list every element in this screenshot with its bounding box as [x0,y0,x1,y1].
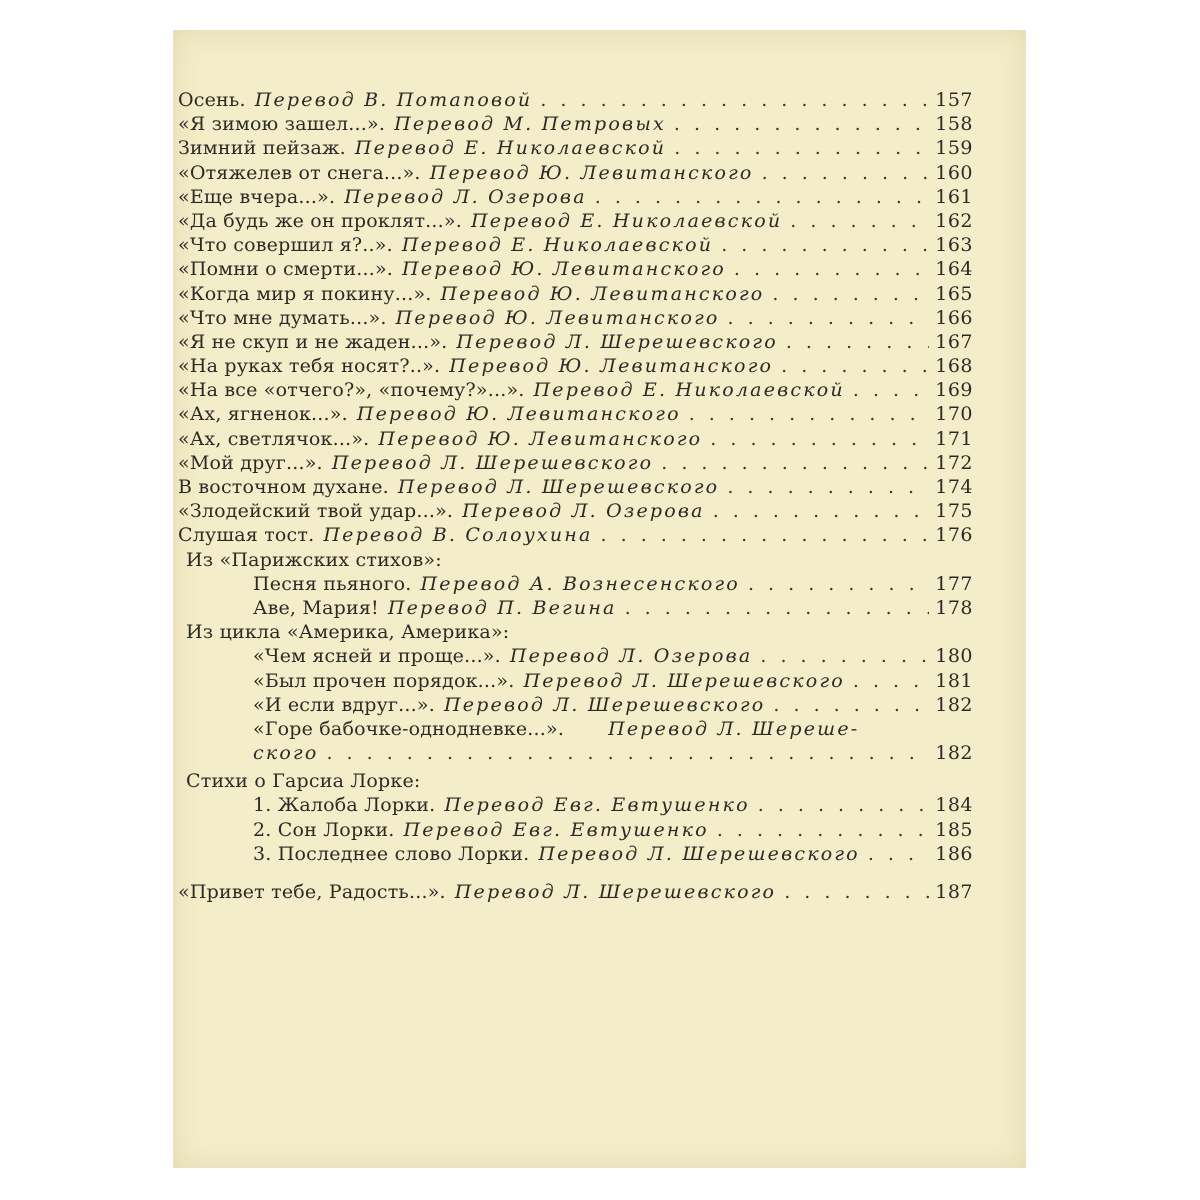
toc-entry [178,572,973,596]
toc-entry [178,402,973,426]
book-page [173,30,1026,1168]
entry-translator: Перевод Л. Озерова [344,185,587,208]
entry-title: «И если вдруг...». [253,693,435,716]
entry-translator: Перевод М. Петровых [394,113,666,136]
entry-title: «Я не скуп и не жаден...». [178,330,448,353]
toc-entry [178,596,973,620]
toc-entry [178,136,973,160]
entry-translator: Перевод Е. Николаевской [401,234,714,257]
toc-entry [178,306,973,330]
entry-title: Слушая тост. [178,524,315,547]
leader-dots [326,741,929,765]
toc-entry [178,793,973,817]
toc-entry [178,451,973,475]
entry-translator: Перевод Л. Шерешевского [523,669,845,692]
leader-dots [727,475,929,499]
entry-title: «Ах, светлячок...». [178,427,370,450]
toc-entry [178,644,973,668]
entry-translator: Перевод Е. Николаевской [470,209,783,232]
page-number: 163 [935,234,973,257]
entry-translator: Перевод Ю. Левитанского [449,355,774,378]
page-number: 187 [935,881,973,903]
entry-title: «Привет тебе, Радость...». [178,881,446,903]
section-heading-paris [178,548,973,572]
toc-entry [178,427,973,451]
toc-entry [178,842,973,866]
entry-title: «Злодейский твой удар...». [178,500,454,523]
toc-entry [178,354,973,378]
entry-translator: Перевод Л. Озерова [509,645,753,668]
page-number: 184 [935,794,973,817]
page-number: 167 [935,330,973,353]
leader-dots [773,693,929,717]
entry-title: 2. Сон Лорки. [253,818,395,841]
entry-title: Песня пьяного. [253,572,412,595]
leader-dots [853,669,929,693]
page-number: 180 [935,645,973,668]
leader-dots [748,572,929,596]
toc-entry [178,475,973,499]
entry-translator: Перевод Ю. Левитанского [402,258,726,281]
leader-dots [540,88,929,112]
entry-title: «Был прочен порядок...». [253,669,515,692]
page-number: 170 [935,403,973,426]
entry-title: «Да будь же он проклят...». [178,209,462,232]
entry-title: Осень. [178,89,246,111]
page-number: 177 [935,572,973,595]
entry-translator: Перевод Ю. Левитанского [429,161,754,184]
section-heading: Из цикла «Америка, Америка»: [186,621,510,644]
leader-dots [758,793,929,817]
page-number: 169 [935,379,973,402]
entry-translator: Перевод Л. Шерешевского [331,451,654,474]
leader-dots [674,112,929,136]
page-number: 182 [935,693,973,716]
entry-translator: Перевод Л. Шерешевского [456,330,778,353]
page-number: 182 [935,742,973,765]
leader-dots [784,880,929,904]
page-number: 161 [935,185,973,208]
page-number: 185 [935,818,973,841]
leader-dots [790,209,929,233]
entry-translator: Перевод П. Вегина [387,596,617,619]
entry-translator: Перевод Л. Шереше- [608,717,860,740]
entry-translator: Перевод Евг. Евтушенко [403,818,709,841]
entry-title: Аве, Мария! [253,596,379,619]
page-number: 176 [935,524,973,547]
leader-dots [734,257,929,281]
toc-entry [178,880,973,904]
toc-entry [178,112,973,136]
table-of-contents [178,88,973,904]
leader-dots [762,161,929,185]
entry-translator: Перевод Ю. Левитанского [395,306,720,329]
entry-translator: Перевод А. Вознесенского [420,572,740,595]
toc-entry [178,499,973,523]
entry-title: Зимний пейзаж. [178,137,346,160]
entry-title: 3. Последнее слово Лорки. [253,842,530,865]
entry-translator: Перевод Л. Шерешевского [538,842,860,865]
leader-dots [781,354,929,378]
leader-dots [717,818,929,842]
section-heading: Из «Парижских стихов»: [186,548,442,571]
entry-title: «Помни о смерти...». [178,258,394,281]
section-heading-america [178,620,973,644]
toc-entry [178,233,973,257]
page-number: 162 [935,209,973,232]
entry-translator-continued: ского [253,742,319,765]
entry-title: «Ах, ягненок...». [178,403,348,426]
entry-translator: Перевод В. Солоухина [323,524,593,547]
entry-translator: Перевод Л. Озерова [462,500,705,523]
entry-title: «Что мне думать...». [178,306,387,329]
toc-entry [178,209,973,233]
toc-entry [178,282,973,306]
entry-translator: Перевод Л. Шерешевского [397,476,720,498]
section-heading: Стихи о Гарсиа Лорке: [186,770,421,793]
page-number: 181 [935,669,973,692]
entry-translator: Перевод В. Потаповой [254,89,533,111]
leader-dots [625,596,929,620]
entry-title: «Еще вчера...». [178,185,336,208]
page-number: 157 [935,89,973,111]
entry-title: «Горе бабочке-однодневке...». [253,717,565,740]
entry-title: 1. Жалоба Лорки. [253,794,436,817]
page-number: 165 [935,282,973,305]
page-number: 160 [935,161,973,184]
page-number: 178 [935,596,973,619]
toc-entry [178,185,973,209]
entry-translator: Перевод Евг. Евтушенко [444,794,750,817]
leader-dots [689,402,929,426]
page-number: 159 [935,137,973,160]
toc-entry [178,669,973,693]
leader-dots [710,427,929,451]
page-number: 166 [935,306,973,329]
page-number: 168 [935,355,973,378]
leader-dots [786,330,929,354]
toc-entry [178,818,973,842]
leader-dots [713,499,929,523]
toc-entry-wrapped-line1 [178,717,973,741]
leader-dots [674,136,929,160]
leader-dots [868,842,929,866]
entry-translator: Перевод Е. Николаевской [533,379,845,402]
entry-title: «Мой друг...». [178,451,323,474]
page-number: 172 [935,451,973,474]
entry-title: «Когда мир я покину...». [178,282,432,305]
leader-dots [661,451,929,475]
toc-entry [178,330,973,354]
page-number: 171 [935,427,973,450]
leader-dots [772,282,929,306]
toc-entry [178,523,973,547]
page-number: 164 [935,258,973,281]
leader-dots [728,306,929,330]
leader-dots [853,378,929,402]
toc-entry [178,161,973,185]
leader-dots [760,644,929,668]
entry-title: «Что совершил я?..». [178,234,393,257]
entry-title: «Отяжелев от снега...». [178,161,421,184]
entry-translator: Перевод Ю. Левитанского [378,427,703,450]
page-number: 186 [935,842,973,865]
entry-translator: Перевод Ю. Левитанского [440,282,765,305]
entry-title: «Я зимою зашел...». [178,113,386,136]
page-number: 174 [935,476,973,498]
entry-translator: Перевод Е. Николаевской [354,137,667,160]
toc-entry [178,257,973,281]
toc-entry [178,88,973,112]
entry-translator: Перевод Л. Шерешевского [454,881,777,903]
leader-dots [721,233,929,257]
toc-entry [178,378,973,402]
toc-entry-wrapped-line2 [178,741,973,765]
toc-entry [178,693,973,717]
section-heading-lorca [178,769,973,793]
entry-title: «На руках тебя носят?..». [178,355,441,378]
leader-dots [601,523,929,547]
entry-title: В восточном духане. [178,476,389,498]
leader-dots [595,185,929,209]
page-number: 175 [935,500,973,523]
entry-translator: Перевод Л. Шерешевского [443,693,766,716]
entry-translator: Перевод Ю. Левитанского [356,403,681,426]
entry-title: «Чем ясней и проще...». [253,645,501,668]
page-number: 158 [935,113,973,136]
entry-title: «На все «отчего?», «почему?»...». [178,379,525,402]
